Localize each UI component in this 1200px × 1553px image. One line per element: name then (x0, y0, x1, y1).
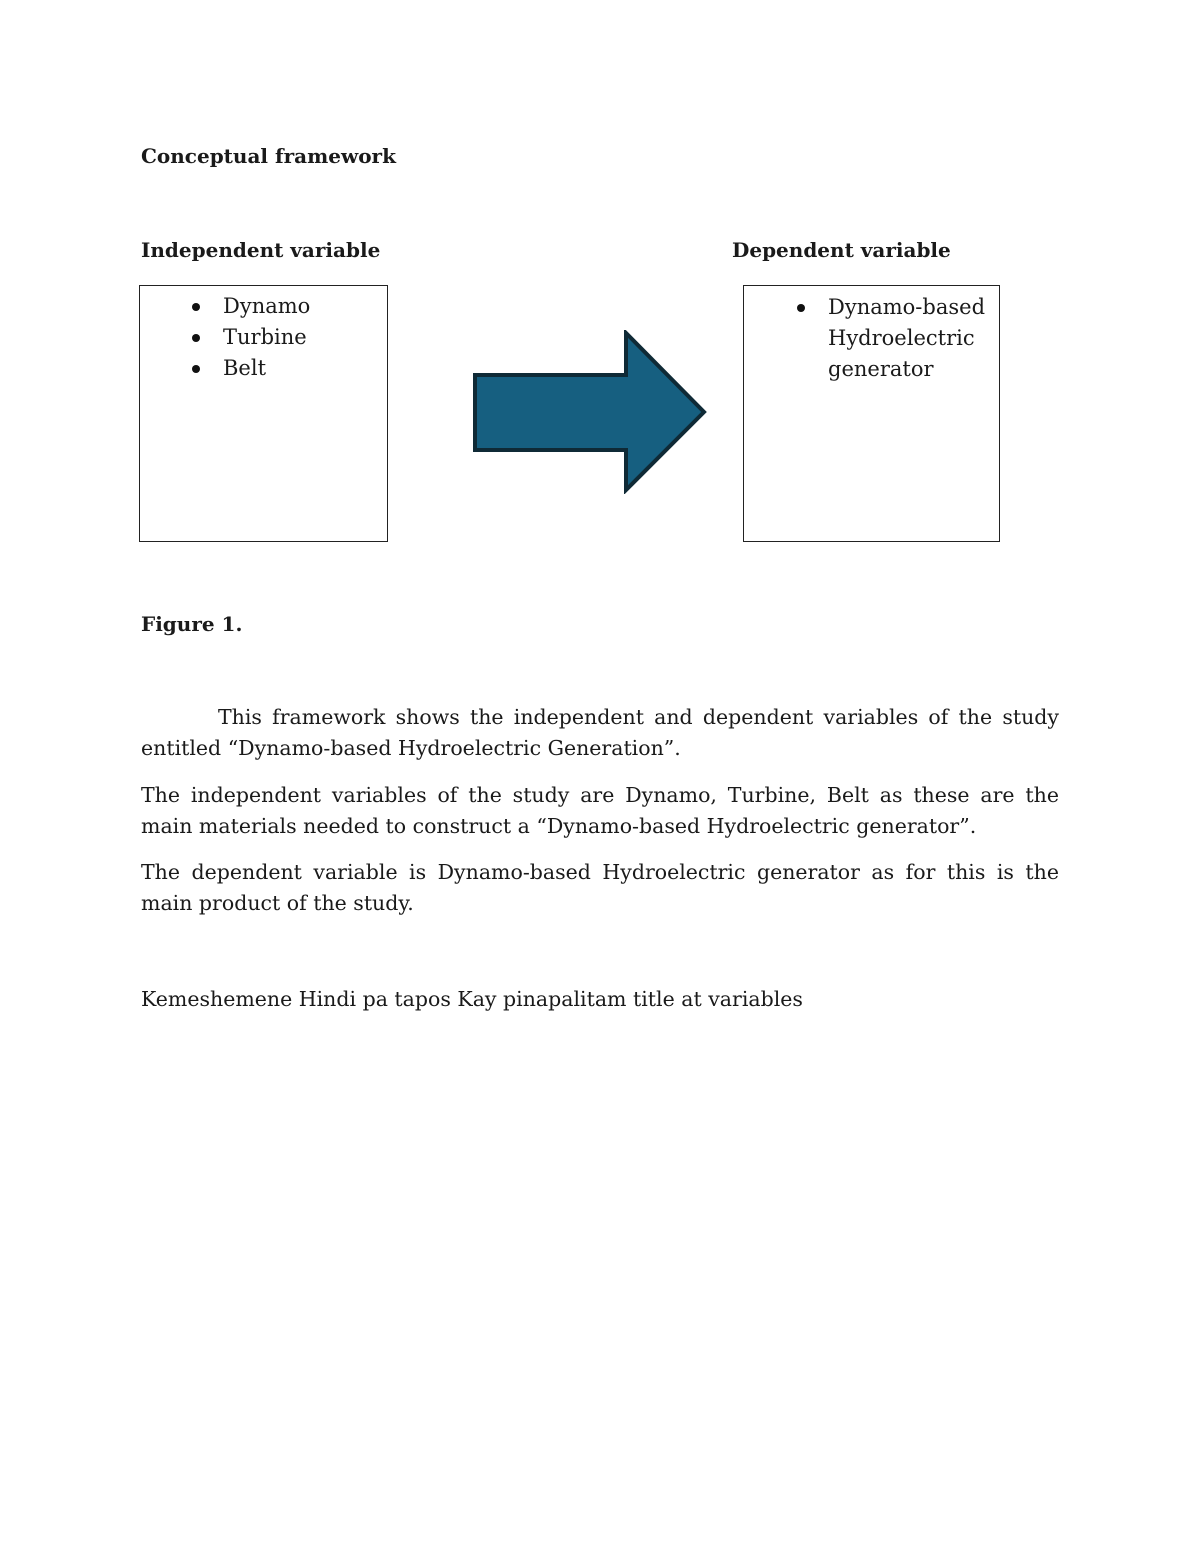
independent-item-label: Dynamo (223, 294, 311, 318)
author-note: Kemeshemene Hindi pa tapos Kay pinapalitam title at variables (141, 987, 803, 1011)
paragraph-framework-description: This framework shows the independent and dependent variables of the study entitled “Dynamo-based Hydroelectric Generation”. (141, 705, 1059, 760)
paragraph-dependent-variable: The dependent variable is Dynamo-based Hydroelectric generator as for this is the main product of the study. (141, 860, 1059, 915)
document-title: Conceptual framework (141, 144, 396, 168)
independent-item-label: Turbine (223, 325, 307, 349)
dependent-variable-list (828, 292, 988, 385)
figure-caption: Figure 1. (141, 612, 243, 636)
dependent-variable-heading: Dependent variable (732, 238, 951, 262)
bullet-icon (192, 303, 200, 311)
independent-variable-list (223, 291, 310, 384)
right-arrow-icon (472, 330, 708, 494)
independent-item-label: Belt (223, 356, 267, 380)
dependent-item-label: Dynamo-based Hydroelectric generator (828, 295, 986, 381)
paragraph-independent-variables: The independent variables of the study are Dynamo, Turbine, Belt as these are the main materials needed to construct a “Dynamo-based Hydroelectric generator”. (141, 783, 1059, 838)
dependent-variable-box (743, 285, 1000, 542)
list-item (223, 322, 310, 353)
list-item (828, 292, 988, 385)
list-item (223, 353, 310, 384)
bullet-icon (797, 304, 805, 312)
bullet-icon (192, 334, 200, 342)
list-item (223, 291, 310, 322)
bullet-icon (192, 365, 200, 373)
independent-variable-box (139, 285, 388, 542)
independent-variable-heading: Independent variable (141, 238, 381, 262)
